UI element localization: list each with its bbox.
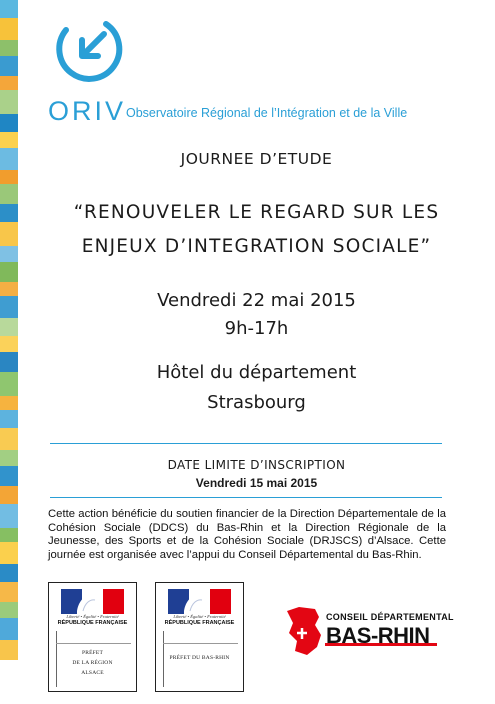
prefecture-department-caption: PRÉFET DU BAS-RHIN <box>169 655 230 661</box>
event-type: JOURNEE D’ETUDE <box>180 150 333 168</box>
event-venue: Hôtel du département <box>156 362 357 383</box>
event-city: Strasbourg <box>207 392 306 413</box>
conseil-departemental-line-1: CONSEIL DÉPARTEMENTAL <box>326 612 454 622</box>
card-rule <box>163 643 238 644</box>
divider-bottom <box>50 497 442 498</box>
registration-deadline-label: DATE LIMITE D’INSCRIPTION <box>167 458 346 472</box>
decorative-side-stripe <box>0 0 18 704</box>
organizer-name: Observatoire Régional de l’Intégration et de la Ville <box>126 106 408 120</box>
marianne-flag-icon <box>61 589 124 614</box>
event-title-line-2: ENJEUX D’INTEGRATION SOCIALE” <box>81 236 432 257</box>
prefecture-region-caption-3: ALSACE <box>81 670 104 676</box>
marianne-flag-icon <box>168 589 231 614</box>
republic-motto: Liberté • Égalité • Fraternité <box>66 614 119 619</box>
republic-motto: Liberté • Égalité • Fraternité <box>173 614 226 619</box>
divider-top <box>50 443 442 444</box>
circle-arrow-logo-icon <box>48 10 126 90</box>
organizer-acronym: ORIV <box>48 96 127 126</box>
prefecture-region-caption-1: PRÉFET <box>81 650 104 656</box>
prefecture-department-logo <box>155 582 244 692</box>
funding-support-text: Cette action bénéficie du soutien financier de la Direction Départementale de la Cohésion Sociale (DDCS) du Bas-Rhin et la Direction Régionale de la Jeunesse, des Sports et de la Cohésion Sociale (DRJSCS) d’Alsace. Cette journée est organisée avec l’appui du Conseil Départemental du Bas-Rhin. <box>48 508 446 561</box>
event-date: Vendredi 22 mai 2015 <box>157 290 356 311</box>
event-hours: 9h-17h <box>224 318 289 339</box>
conseil-departemental-line-2: BAS-RHIN <box>326 623 430 648</box>
event-title-line-1: “RENOUVELER LE REGARD SUR LES <box>73 202 440 223</box>
bas-rhin-map-icon <box>287 607 321 655</box>
republic-label: RÉPUBLIQUE FRANÇAISE <box>57 620 128 626</box>
card-rule <box>56 643 131 644</box>
registration-deadline-date: Vendredi 15 mai 2015 <box>195 476 318 490</box>
prefecture-region-logo <box>48 582 137 692</box>
republic-label: RÉPUBLIQUE FRANÇAISE <box>164 620 235 626</box>
prefecture-region-caption-2: DE LA RÉGION <box>72 660 113 666</box>
